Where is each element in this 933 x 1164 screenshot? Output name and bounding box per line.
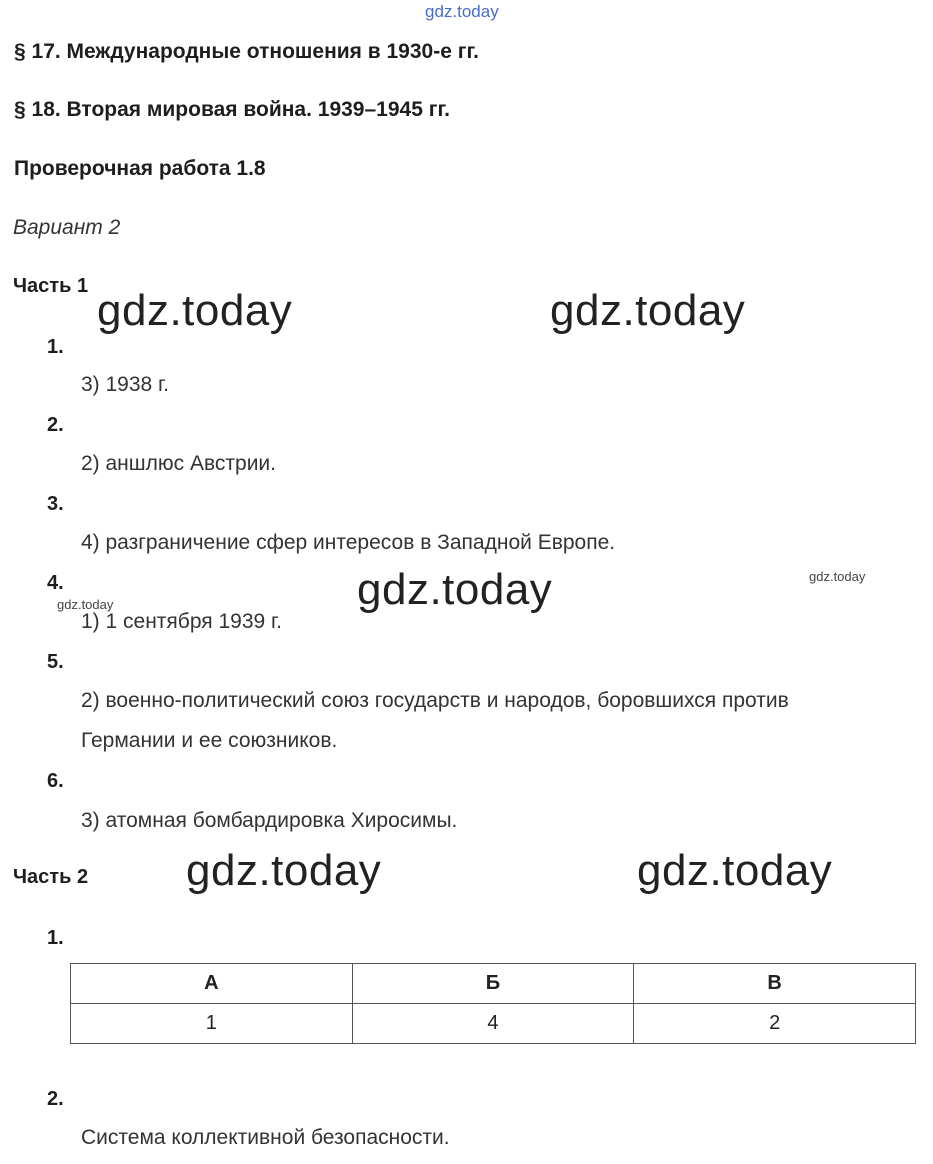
- answer-text: 2) аншлюс Австрии.: [81, 452, 276, 475]
- question-number: 1.: [47, 336, 64, 358]
- watermark-small: gdz.today: [809, 569, 866, 584]
- watermark-large: gdz.today: [550, 286, 746, 335]
- answer-text: 3) 1938 г.: [81, 373, 169, 396]
- answer-text: 1) 1 сентября 1939 г.: [81, 610, 282, 633]
- question-number: 5.: [47, 651, 64, 673]
- question-number: 2.: [47, 414, 64, 436]
- variant-label: Вариант 2: [13, 216, 121, 239]
- table-cell: 2: [634, 1004, 916, 1044]
- part-1-title: Часть 1: [13, 275, 89, 297]
- test-title: Проверочная работа 1.8: [14, 157, 266, 180]
- question-number: 6.: [47, 770, 64, 792]
- watermark-large: gdz.today: [357, 565, 553, 614]
- watermark-large: gdz.today: [637, 846, 833, 895]
- table-cell: 1: [71, 1004, 353, 1044]
- part-2-title: Часть 2: [13, 866, 89, 888]
- answer-text: 4) разграничение сфер интересов в Западной Европе.: [81, 531, 616, 554]
- answer-text: Германии и ее союзников.: [81, 729, 338, 752]
- watermark-large: gdz.today: [97, 286, 293, 335]
- table-header-row: [71, 964, 916, 1004]
- table-header-cell: В: [634, 964, 916, 1004]
- question-number: 4.: [47, 572, 64, 594]
- answer-table: [70, 963, 916, 1044]
- section-18-heading: § 18. Вторая мировая война. 1939–1945 гг.: [14, 98, 450, 121]
- answer-text: 3) атомная бомбардировка Хиросимы.: [81, 809, 458, 832]
- watermark-small: gdz.today: [57, 597, 114, 612]
- table-header-cell: Б: [352, 964, 634, 1004]
- table-header-cell: А: [71, 964, 353, 1004]
- table-cell: 4: [352, 1004, 634, 1044]
- answer-text: Система коллективной безопасности.: [81, 1126, 450, 1149]
- section-17-heading: § 17. Международные отношения в 1930-е гг.: [14, 40, 479, 63]
- watermark-top: gdz.today: [425, 2, 499, 21]
- answer-text: 2) военно-политический союз государств и народов, боровшихся против: [81, 689, 789, 712]
- table-row: [71, 1004, 916, 1044]
- watermark-large: gdz.today: [186, 846, 382, 895]
- question-number: 1.: [47, 927, 64, 949]
- question-number: 2.: [47, 1088, 64, 1110]
- question-number: 3.: [47, 493, 64, 515]
